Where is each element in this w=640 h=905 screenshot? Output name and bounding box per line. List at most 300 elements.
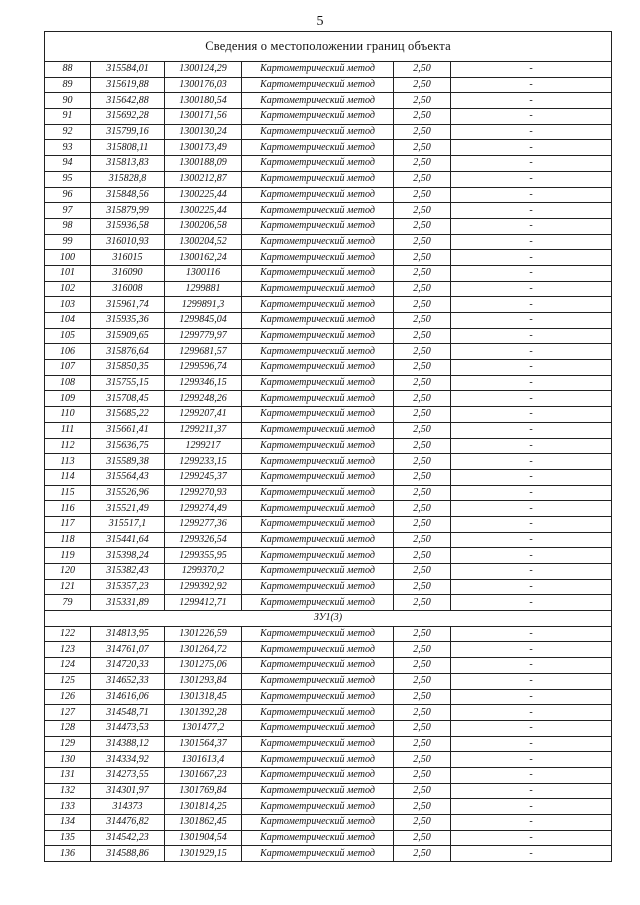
description-cell: - xyxy=(451,720,612,736)
description-cell: - xyxy=(451,93,612,109)
method-cell: Картометрический метод xyxy=(242,516,394,532)
description-cell: - xyxy=(451,752,612,768)
table-title: Сведения о местоположении границ объекта xyxy=(45,32,612,62)
accuracy-cell: 2,50 xyxy=(394,752,451,768)
point-number-cell: 136 xyxy=(45,846,91,862)
description-cell: - xyxy=(451,516,612,532)
x-coordinate-cell: 314616,06 xyxy=(91,689,165,705)
point-number-cell: 97 xyxy=(45,203,91,219)
method-cell: Картометрический метод xyxy=(242,815,394,831)
method-cell: Картометрический метод xyxy=(242,156,394,172)
method-cell: Картометрический метод xyxy=(242,673,394,689)
table-row xyxy=(45,156,612,172)
method-cell: Картометрический метод xyxy=(242,579,394,595)
point-number-cell: 93 xyxy=(45,140,91,156)
method-cell: Картометрический метод xyxy=(242,799,394,815)
accuracy-cell: 2,50 xyxy=(394,438,451,454)
method-cell: Картометрический метод xyxy=(242,62,394,78)
table-row xyxy=(45,438,612,454)
x-coordinate-cell: 315517,1 xyxy=(91,516,165,532)
x-coordinate-cell: 315692,28 xyxy=(91,109,165,125)
table-row xyxy=(45,344,612,360)
table-row xyxy=(45,109,612,125)
x-coordinate-cell: 315848,56 xyxy=(91,187,165,203)
y-coordinate-cell: 1300162,24 xyxy=(165,250,242,266)
x-coordinate-cell: 314542,23 xyxy=(91,830,165,846)
method-cell: Картометрический метод xyxy=(242,454,394,470)
table-row xyxy=(45,375,612,391)
table-row xyxy=(45,799,612,815)
description-cell: - xyxy=(451,532,612,548)
x-coordinate-cell: 315799,16 xyxy=(91,124,165,140)
accuracy-cell: 2,50 xyxy=(394,673,451,689)
table-row xyxy=(45,391,612,407)
x-coordinate-cell: 315708,45 xyxy=(91,391,165,407)
y-coordinate-cell: 1299233,15 xyxy=(165,454,242,470)
description-cell: - xyxy=(451,469,612,485)
y-coordinate-cell: 1300225,44 xyxy=(165,203,242,219)
table-row xyxy=(45,736,612,752)
table-row xyxy=(45,171,612,187)
y-coordinate-cell: 1301564,37 xyxy=(165,736,242,752)
x-coordinate-cell: 315521,49 xyxy=(91,501,165,517)
table-row xyxy=(45,564,612,580)
method-cell: Картометрический метод xyxy=(242,783,394,799)
y-coordinate-cell: 1301318,45 xyxy=(165,689,242,705)
x-coordinate-cell: 315584,01 xyxy=(91,62,165,78)
point-number-cell: 113 xyxy=(45,454,91,470)
x-coordinate-cell: 315876,64 xyxy=(91,344,165,360)
accuracy-cell: 2,50 xyxy=(394,626,451,642)
accuracy-cell: 2,50 xyxy=(394,234,451,250)
accuracy-cell: 2,50 xyxy=(394,281,451,297)
description-cell: - xyxy=(451,407,612,423)
table-row xyxy=(45,469,612,485)
section-row xyxy=(45,611,612,627)
accuracy-cell: 2,50 xyxy=(394,93,451,109)
x-coordinate-cell: 314273,55 xyxy=(91,767,165,783)
x-coordinate-cell: 314813,95 xyxy=(91,626,165,642)
description-cell: - xyxy=(451,815,612,831)
method-cell: Картометрический метод xyxy=(242,532,394,548)
y-coordinate-cell: 1299248,26 xyxy=(165,391,242,407)
y-coordinate-cell: 1299596,74 xyxy=(165,360,242,376)
x-coordinate-cell: 314588,86 xyxy=(91,846,165,862)
x-coordinate-cell: 315961,74 xyxy=(91,297,165,313)
table-row xyxy=(45,297,612,313)
table-row xyxy=(45,360,612,376)
point-number-cell: 102 xyxy=(45,281,91,297)
description-cell: - xyxy=(451,595,612,611)
table-row xyxy=(45,626,612,642)
x-coordinate-cell: 315526,96 xyxy=(91,485,165,501)
method-cell: Картометрический метод xyxy=(242,720,394,736)
y-coordinate-cell: 1299891,3 xyxy=(165,297,242,313)
y-coordinate-cell: 1301275,06 xyxy=(165,658,242,674)
method-cell: Картометрический метод xyxy=(242,736,394,752)
point-number-cell: 111 xyxy=(45,422,91,438)
x-coordinate-cell: 315879,99 xyxy=(91,203,165,219)
point-number-cell: 128 xyxy=(45,720,91,736)
accuracy-cell: 2,50 xyxy=(394,469,451,485)
accuracy-cell: 2,50 xyxy=(394,642,451,658)
method-cell: Картометрический метод xyxy=(242,77,394,93)
point-number-cell: 121 xyxy=(45,579,91,595)
table-row xyxy=(45,218,612,234)
x-coordinate-cell: 315828,8 xyxy=(91,171,165,187)
table-row xyxy=(45,658,612,674)
x-coordinate-cell: 314301,97 xyxy=(91,783,165,799)
table-row xyxy=(45,281,612,297)
method-cell: Картометрический метод xyxy=(242,187,394,203)
y-coordinate-cell: 1299779,97 xyxy=(165,328,242,344)
accuracy-cell: 2,50 xyxy=(394,422,451,438)
table-row xyxy=(45,234,612,250)
y-coordinate-cell: 1301862,45 xyxy=(165,815,242,831)
point-number-cell: 115 xyxy=(45,485,91,501)
accuracy-cell: 2,50 xyxy=(394,548,451,564)
y-coordinate-cell: 1300116 xyxy=(165,265,242,281)
description-cell: - xyxy=(451,313,612,329)
point-number-cell: 117 xyxy=(45,516,91,532)
y-coordinate-cell: 1300176,03 xyxy=(165,77,242,93)
point-number-cell: 126 xyxy=(45,689,91,705)
table-row xyxy=(45,548,612,564)
point-number-cell: 129 xyxy=(45,736,91,752)
accuracy-cell: 2,50 xyxy=(394,516,451,532)
method-cell: Картометрический метод xyxy=(242,218,394,234)
accuracy-cell: 2,50 xyxy=(394,501,451,517)
method-cell: Картометрический метод xyxy=(242,548,394,564)
table-row xyxy=(45,250,612,266)
y-coordinate-cell: 1299211,37 xyxy=(165,422,242,438)
y-coordinate-cell: 1300124,29 xyxy=(165,62,242,78)
x-coordinate-cell: 315642,88 xyxy=(91,93,165,109)
method-cell: Картометрический метод xyxy=(242,375,394,391)
x-coordinate-cell: 315357,23 xyxy=(91,579,165,595)
page-number: 5 xyxy=(316,14,324,29)
table-row xyxy=(45,579,612,595)
y-coordinate-cell: 1301904,54 xyxy=(165,830,242,846)
table-row xyxy=(45,501,612,517)
point-number-cell: 98 xyxy=(45,218,91,234)
method-cell: Картометрический метод xyxy=(242,846,394,862)
x-coordinate-cell: 316010,93 xyxy=(91,234,165,250)
point-number-cell: 88 xyxy=(45,62,91,78)
description-cell: - xyxy=(451,642,612,658)
y-coordinate-cell: 1300225,44 xyxy=(165,187,242,203)
point-number-cell: 114 xyxy=(45,469,91,485)
method-cell: Картометрический метод xyxy=(242,391,394,407)
x-coordinate-cell: 315441,64 xyxy=(91,532,165,548)
accuracy-cell: 2,50 xyxy=(394,658,451,674)
description-cell: - xyxy=(451,673,612,689)
accuracy-cell: 2,50 xyxy=(394,579,451,595)
accuracy-cell: 2,50 xyxy=(394,62,451,78)
x-coordinate-cell: 315636,75 xyxy=(91,438,165,454)
point-number-cell: 135 xyxy=(45,830,91,846)
y-coordinate-cell: 1299881 xyxy=(165,281,242,297)
point-number-cell: 127 xyxy=(45,705,91,721)
description-cell: - xyxy=(451,548,612,564)
x-coordinate-cell: 315382,43 xyxy=(91,564,165,580)
accuracy-cell: 2,50 xyxy=(394,328,451,344)
method-cell: Картометрический метод xyxy=(242,360,394,376)
description-cell: - xyxy=(451,830,612,846)
point-number-cell: 134 xyxy=(45,815,91,831)
method-cell: Картометрический метод xyxy=(242,438,394,454)
description-cell: - xyxy=(451,767,612,783)
description-cell: - xyxy=(451,783,612,799)
point-number-cell: 99 xyxy=(45,234,91,250)
method-cell: Картометрический метод xyxy=(242,265,394,281)
description-cell: - xyxy=(451,454,612,470)
method-cell: Картометрический метод xyxy=(242,422,394,438)
point-number-cell: 96 xyxy=(45,187,91,203)
table-row xyxy=(45,846,612,862)
method-cell: Картометрический метод xyxy=(242,344,394,360)
description-cell: - xyxy=(451,658,612,674)
accuracy-cell: 2,50 xyxy=(394,156,451,172)
y-coordinate-cell: 1301392,28 xyxy=(165,705,242,721)
description-cell: - xyxy=(451,171,612,187)
accuracy-cell: 2,50 xyxy=(394,595,451,611)
description-cell: - xyxy=(451,564,612,580)
description-cell: - xyxy=(451,297,612,313)
x-coordinate-cell: 316015 xyxy=(91,250,165,266)
accuracy-cell: 2,50 xyxy=(394,391,451,407)
accuracy-cell: 2,50 xyxy=(394,767,451,783)
accuracy-cell: 2,50 xyxy=(394,815,451,831)
point-number-cell: 91 xyxy=(45,109,91,125)
point-number-cell: 107 xyxy=(45,360,91,376)
point-number-cell: 123 xyxy=(45,642,91,658)
table-row xyxy=(45,454,612,470)
method-cell: Картометрический метод xyxy=(242,767,394,783)
y-coordinate-cell: 1301814,25 xyxy=(165,799,242,815)
y-coordinate-cell: 1299370,2 xyxy=(165,564,242,580)
y-coordinate-cell: 1299245,37 xyxy=(165,469,242,485)
description-cell: - xyxy=(451,328,612,344)
method-cell: Картометрический метод xyxy=(242,658,394,674)
y-coordinate-cell: 1299412,71 xyxy=(165,595,242,611)
point-number-cell: 100 xyxy=(45,250,91,266)
table-row xyxy=(45,422,612,438)
method-cell: Картометрический метод xyxy=(242,501,394,517)
x-coordinate-cell: 314388,12 xyxy=(91,736,165,752)
description-cell: - xyxy=(451,422,612,438)
accuracy-cell: 2,50 xyxy=(394,532,451,548)
table-row xyxy=(45,187,612,203)
point-number-cell: 103 xyxy=(45,297,91,313)
x-coordinate-cell: 315661,41 xyxy=(91,422,165,438)
x-coordinate-cell: 316090 xyxy=(91,265,165,281)
table-row xyxy=(45,124,612,140)
y-coordinate-cell: 1299845,04 xyxy=(165,313,242,329)
accuracy-cell: 2,50 xyxy=(394,407,451,423)
accuracy-cell: 2,50 xyxy=(394,485,451,501)
table-row xyxy=(45,752,612,768)
method-cell: Картометрический метод xyxy=(242,313,394,329)
x-coordinate-cell: 314373 xyxy=(91,799,165,815)
x-coordinate-cell: 314473,53 xyxy=(91,720,165,736)
y-coordinate-cell: 1301477,2 xyxy=(165,720,242,736)
table-row xyxy=(45,720,612,736)
table-row xyxy=(45,93,612,109)
table-title-row xyxy=(45,32,612,62)
method-cell: Картометрический метод xyxy=(242,830,394,846)
y-coordinate-cell: 1299274,49 xyxy=(165,501,242,517)
boundary-table xyxy=(44,31,612,862)
x-coordinate-cell: 315936,58 xyxy=(91,218,165,234)
x-coordinate-cell: 314761,07 xyxy=(91,642,165,658)
description-cell: - xyxy=(451,501,612,517)
point-number-cell: 108 xyxy=(45,375,91,391)
description-cell: - xyxy=(451,62,612,78)
y-coordinate-cell: 1299346,15 xyxy=(165,375,242,391)
accuracy-cell: 2,50 xyxy=(394,218,451,234)
description-cell: - xyxy=(451,140,612,156)
y-coordinate-cell: 1301667,23 xyxy=(165,767,242,783)
table-row xyxy=(45,830,612,846)
point-number-cell: 119 xyxy=(45,548,91,564)
x-coordinate-cell: 314720,33 xyxy=(91,658,165,674)
point-number-cell: 118 xyxy=(45,532,91,548)
y-coordinate-cell: 1299217 xyxy=(165,438,242,454)
y-coordinate-cell: 1299681,57 xyxy=(165,344,242,360)
description-cell: - xyxy=(451,736,612,752)
y-coordinate-cell: 1299355,95 xyxy=(165,548,242,564)
accuracy-cell: 2,50 xyxy=(394,736,451,752)
point-number-cell: 104 xyxy=(45,313,91,329)
x-coordinate-cell: 315909,65 xyxy=(91,328,165,344)
y-coordinate-cell: 1300206,58 xyxy=(165,218,242,234)
accuracy-cell: 2,50 xyxy=(394,799,451,815)
point-number-cell: 110 xyxy=(45,407,91,423)
x-coordinate-cell: 315850,35 xyxy=(91,360,165,376)
point-number-cell: 92 xyxy=(45,124,91,140)
method-cell: Картометрический метод xyxy=(242,140,394,156)
description-cell: - xyxy=(451,77,612,93)
point-number-cell: 106 xyxy=(45,344,91,360)
accuracy-cell: 2,50 xyxy=(394,140,451,156)
description-cell: - xyxy=(451,689,612,705)
x-coordinate-cell: 315755,15 xyxy=(91,375,165,391)
accuracy-cell: 2,50 xyxy=(394,830,451,846)
accuracy-cell: 2,50 xyxy=(394,344,451,360)
x-coordinate-cell: 314652,33 xyxy=(91,673,165,689)
y-coordinate-cell: 1299326,54 xyxy=(165,532,242,548)
y-coordinate-cell: 1301264,72 xyxy=(165,642,242,658)
accuracy-cell: 2,50 xyxy=(394,720,451,736)
method-cell: Картометрический метод xyxy=(242,234,394,250)
x-coordinate-cell: 315935,36 xyxy=(91,313,165,329)
x-coordinate-cell: 314476,82 xyxy=(91,815,165,831)
table-row xyxy=(45,77,612,93)
accuracy-cell: 2,50 xyxy=(394,375,451,391)
description-cell: - xyxy=(451,203,612,219)
x-coordinate-cell: 316008 xyxy=(91,281,165,297)
table-row xyxy=(45,705,612,721)
point-number-cell: 94 xyxy=(45,156,91,172)
point-number-cell: 105 xyxy=(45,328,91,344)
x-coordinate-cell: 315589,38 xyxy=(91,454,165,470)
method-cell: Картометрический метод xyxy=(242,642,394,658)
point-number-cell: 122 xyxy=(45,626,91,642)
point-number-cell: 131 xyxy=(45,767,91,783)
y-coordinate-cell: 1301613,4 xyxy=(165,752,242,768)
x-coordinate-cell: 315808,11 xyxy=(91,140,165,156)
accuracy-cell: 2,50 xyxy=(394,783,451,799)
description-cell: - xyxy=(451,626,612,642)
table-row xyxy=(45,313,612,329)
table-row xyxy=(45,407,612,423)
x-coordinate-cell: 315813,83 xyxy=(91,156,165,172)
method-cell: Картометрический метод xyxy=(242,407,394,423)
point-number-cell: 101 xyxy=(45,265,91,281)
point-number-cell: 124 xyxy=(45,658,91,674)
table-row xyxy=(45,203,612,219)
method-cell: Картометрический метод xyxy=(242,171,394,187)
description-cell: - xyxy=(451,360,612,376)
point-number-cell: 79 xyxy=(45,595,91,611)
point-number-cell: 109 xyxy=(45,391,91,407)
accuracy-cell: 2,50 xyxy=(394,313,451,329)
table-row xyxy=(45,328,612,344)
x-coordinate-cell: 315564,43 xyxy=(91,469,165,485)
y-coordinate-cell: 1300171,56 xyxy=(165,109,242,125)
description-cell: - xyxy=(451,218,612,234)
method-cell: Картометрический метод xyxy=(242,626,394,642)
accuracy-cell: 2,50 xyxy=(394,124,451,140)
y-coordinate-cell: 1301929,15 xyxy=(165,846,242,862)
description-cell: - xyxy=(451,344,612,360)
y-coordinate-cell: 1301769,84 xyxy=(165,783,242,799)
accuracy-cell: 2,50 xyxy=(394,187,451,203)
x-coordinate-cell: 315331,89 xyxy=(91,595,165,611)
section-label: ЗУ1(3) xyxy=(45,611,612,627)
point-number-cell: 130 xyxy=(45,752,91,768)
method-cell: Картометрический метод xyxy=(242,689,394,705)
point-number-cell: 125 xyxy=(45,673,91,689)
description-cell: - xyxy=(451,234,612,250)
accuracy-cell: 2,50 xyxy=(394,297,451,313)
accuracy-cell: 2,50 xyxy=(394,203,451,219)
point-number-cell: 133 xyxy=(45,799,91,815)
description-cell: - xyxy=(451,124,612,140)
table-row xyxy=(45,62,612,78)
method-cell: Картометрический метод xyxy=(242,124,394,140)
description-cell: - xyxy=(451,579,612,595)
description-cell: - xyxy=(451,485,612,501)
method-cell: Картометрический метод xyxy=(242,203,394,219)
y-coordinate-cell: 1300188,09 xyxy=(165,156,242,172)
y-coordinate-cell: 1300130,24 xyxy=(165,124,242,140)
method-cell: Картометрический метод xyxy=(242,469,394,485)
accuracy-cell: 2,50 xyxy=(394,250,451,266)
accuracy-cell: 2,50 xyxy=(394,265,451,281)
method-cell: Картометрический метод xyxy=(242,752,394,768)
point-number-cell: 132 xyxy=(45,783,91,799)
method-cell: Картометрический метод xyxy=(242,297,394,313)
description-cell: - xyxy=(451,187,612,203)
point-number-cell: 116 xyxy=(45,501,91,517)
accuracy-cell: 2,50 xyxy=(394,454,451,470)
method-cell: Картометрический метод xyxy=(242,328,394,344)
y-coordinate-cell: 1300173,49 xyxy=(165,140,242,156)
y-coordinate-cell: 1299392,92 xyxy=(165,579,242,595)
x-coordinate-cell: 315685,22 xyxy=(91,407,165,423)
